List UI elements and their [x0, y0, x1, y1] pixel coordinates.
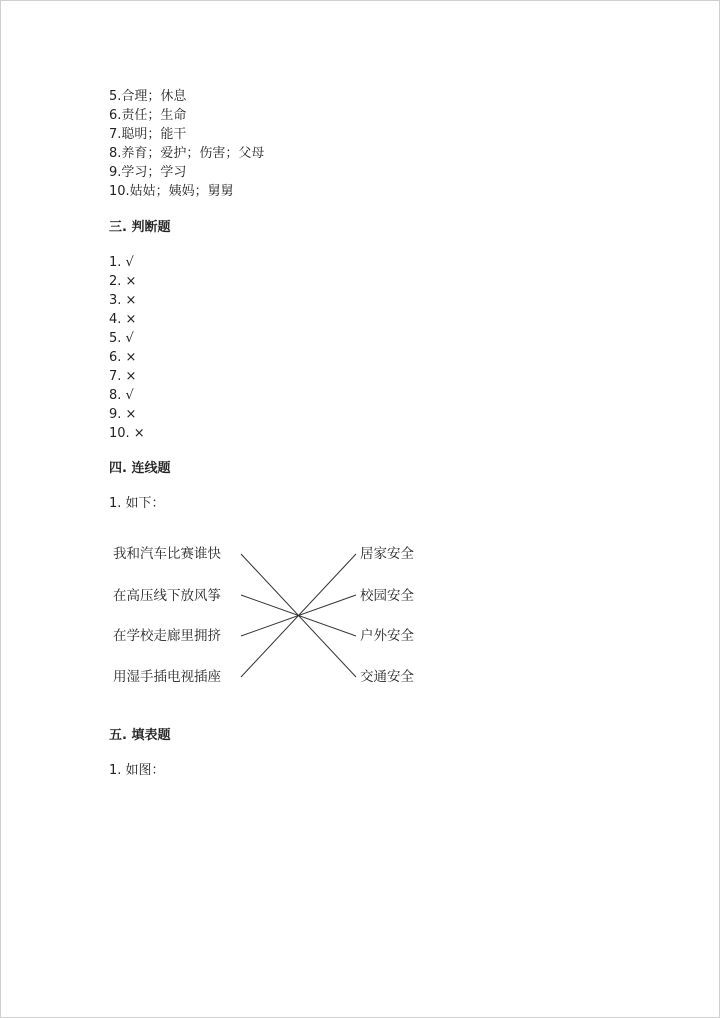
judgment-answer: 7. × [109, 369, 137, 384]
answer-line: 8.养育；爱护；伤害；父母 [109, 146, 265, 161]
judgment-answer: 2. × [109, 274, 137, 289]
answer-line: 6.责任；生命 [109, 108, 187, 123]
table-intro: 1. 如图： [109, 763, 165, 778]
right-item: 户外安全 [360, 628, 414, 644]
answer-line: 7.聪明；能干 [109, 127, 187, 142]
right-item: 校园安全 [360, 588, 414, 604]
judgment-answer: 10. × [109, 426, 145, 441]
right-item: 居家安全 [360, 546, 414, 562]
judgment-answer: 1. √ [109, 255, 134, 270]
section-heading-judgment: 三. 判断题 [109, 220, 171, 235]
left-item: 用湿手插电视插座 [113, 669, 221, 685]
matching-intro: 1. 如下： [109, 496, 165, 511]
judgment-answer: 4. × [109, 312, 137, 327]
right-item: 交通安全 [360, 669, 414, 685]
judgment-answer: 9. × [109, 407, 137, 422]
judgment-answer: 6. × [109, 350, 137, 365]
section-heading-matching: 四. 连线题 [109, 461, 171, 476]
answer-line: 9.学习；学习 [109, 165, 187, 180]
answer-line: 10.姑姑；姨妈；舅舅 [109, 184, 234, 199]
left-item: 在学校走廊里拥挤 [113, 628, 221, 644]
judgment-answer: 3. × [109, 293, 137, 308]
answer-line: 5.合理；休息 [109, 89, 187, 104]
judgment-answer: 5. √ [109, 331, 134, 346]
judgment-answer: 8. √ [109, 388, 134, 403]
left-item: 我和汽车比赛谁快 [113, 546, 221, 562]
section-heading-table: 五. 填表题 [109, 728, 171, 743]
matching-lines [1, 1, 719, 1017]
left-item: 在高压线下放风筝 [113, 588, 221, 604]
